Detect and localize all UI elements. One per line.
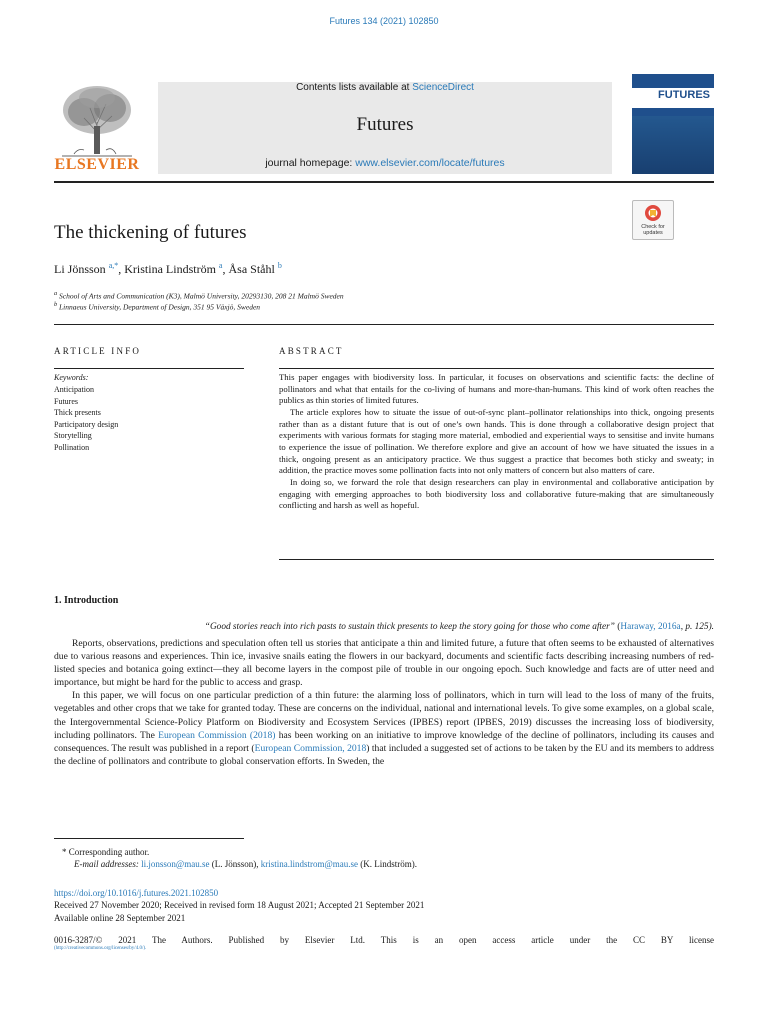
author-affiliation-mark[interactable]: a,* (108, 261, 119, 270)
homepage-line (158, 157, 612, 169)
homepage-link[interactable]: www.elsevier.com/locate/futures (355, 157, 505, 169)
keyword-item: Anticipation (54, 385, 94, 394)
abstract-paragraph: In doing so, we forward the role that design researchers can play in environmental and collaborative anticipation by engaging with emerging approaches to both biodiversity loss and collaborative future-making that are simultaneously conflicting and harsh as well as hopeful. (279, 476, 714, 511)
quote-cite-open: ( (614, 622, 621, 632)
intro-body (54, 637, 714, 768)
author-name[interactable]: Åsa Ståhl (228, 262, 275, 276)
homepage-prefix: journal homepage: (265, 157, 356, 169)
elsevier-wordmark: ELSEVIER (54, 156, 140, 173)
check-for-updates-button[interactable] (632, 200, 674, 240)
email-label: E-mail addresses: (74, 859, 142, 869)
title-divider (54, 324, 714, 325)
cover-title: FUTURES (658, 89, 710, 101)
citation-link-european-commission[interactable]: European Commission, 2018 (254, 742, 367, 754)
footnote-divider (54, 838, 244, 839)
email-link[interactable]: li.jonsson@mau.se (141, 859, 210, 869)
body-paragraph: Reports, observations, predictions and speculation often tell us stories that anticipate a thin and limited future, a future that often seems to be exhausted of alternatives due to various reasons and experiences. Thin ice, invasive snails eating the flowers in our backyard, documents and scientific facts describing increasing numbers of red-listed species and botanica going extinct—they all become layers in the compost pile of trouble in our ongoing epoch. Such knowledge and facts are of utter need and importance, but might be hard for the public to access and grasp. (54, 638, 714, 689)
contents-prefix: Contents lists available at (296, 82, 413, 93)
abstract-heading: ABSTRACT (279, 346, 344, 356)
email-addresses (74, 859, 417, 869)
quote-text: “Good stories reach into rich pasts to sustain thick presents to keep the story going for those who come after” (204, 622, 615, 632)
abstract-bottom-divider (279, 559, 714, 560)
sciencedirect-link[interactable]: ScienceDirect (412, 82, 474, 93)
body-paragraph (54, 689, 714, 768)
article-metadata (54, 887, 714, 924)
license-link[interactable]: (http://creativecommons.org/licenses/by/4.0/). (54, 946, 147, 951)
keyword-item: Participatory design (54, 419, 119, 429)
email-owner: (K. Lindström). (358, 859, 417, 869)
article-info-divider (54, 368, 244, 369)
header-divider (54, 181, 714, 183)
affiliation-text: School of Arts and Communication (K3), Malmö University, 20293130, 208 21 Malmö Sweden (59, 291, 344, 301)
check-updates-icon (644, 204, 662, 224)
email-owner: (L. Jönsson), (209, 859, 261, 869)
cover-artwork (632, 116, 714, 174)
journal-citation-link[interactable]: Futures 134 (2021) 102850 (329, 16, 439, 26)
email-link[interactable]: kristina.lindstrom@mau.se (260, 859, 358, 869)
affiliation-text: Linnaeus University, Department of Design, 351 95 Växjö, Sweden (59, 302, 261, 312)
keywords-label: Keywords: (54, 373, 89, 382)
journal-name: Futures (356, 114, 414, 135)
author-list: Li Jönsson $^{a,*}$, Kristina Lindström $^a$, Åsa Ståhl $^b$ (54, 261, 282, 276)
abstract-body (279, 372, 714, 512)
abstract-paragraph: This paper engages with biodiversity loss. In particular, it focuses on observations and scientific facts: the decline of pollinators and what that entails for the co-living of humans and more-than-humans. This kind of work often reaches the publics as thin stories of limited futures. (279, 372, 714, 406)
body-text: has been working on an initiative to improve knowledge of the decline of pollinators, including its causes and consequences. The result was published in a report ( (54, 729, 714, 754)
affiliation-mark: a (54, 290, 58, 297)
keyword-item: Futures (54, 396, 78, 406)
affiliation-a (54, 290, 344, 301)
doi-link[interactable]: https://doi.org/10.1016/j.futures.2021.102850 (54, 888, 219, 898)
abstract-paragraph: The article explores how to situate the issue of out-of-sync plant–pollinator relationships into thick, ongoing presents rather than as a distant future that is out of one’s own hands. This is done through a collaborative design project that experiments with various formats for staging more material, embodied and experiential ways to sensitise and invite humans to experience the issue of pollination. We therefore explore and give an account of how we have situated the issues in a thick, ongoing present as an anticipatory practice. We thus suggest a practice that becomes both sticky and sweaty; in addition, the practice moves some pollination facts into not only matters of concern but also matters of care. (279, 406, 714, 476)
body-text: ) that included a suggested set of actions to be taken by the EU and its members to address the decline of pollinators and contribute to global conservation efforts. In Sweden, the (54, 742, 715, 767)
epigraph-quote (54, 622, 714, 632)
keyword-item: Storytelling (54, 431, 92, 441)
affiliation-b (54, 301, 260, 312)
keyword-list (54, 384, 118, 454)
author-affiliation-mark[interactable]: b (277, 261, 282, 270)
online-date: Available online 28 September 2021 (54, 912, 186, 923)
section-heading-introduction: 1. Introduction (54, 595, 119, 606)
citation-link-european-commission[interactable]: European Commission (2018) (158, 729, 276, 741)
article-title: The thickening of futures (54, 222, 247, 243)
affiliation-mark: b (54, 301, 58, 308)
journal-cover-image[interactable] (632, 74, 714, 174)
abstract-divider (279, 368, 714, 369)
body-text: In this paper, we will focus on one particular prediction of a thin future: the alarming loss of pollinators, which in turn will lead to the loss of many of the fruits, vegetables and other crops that we take for granted today. These are concerns on the individual, national and international levels. To give some examples, on a global scale, the Intergovernmental Science-Policy Platform on Biodiversity and Ecosystem Services (IPBES) report (IPBES, 2019) discusses the increasing loss of biodiversity, including pollinators. The (54, 690, 714, 741)
author-name[interactable]: Kristina Lindström (124, 262, 216, 276)
citation-link-haraway[interactable]: Haraway, 2016a (620, 622, 681, 632)
received-dates: Received 27 November 2020; Received in revised form 18 August 2021; Accepted 21 September 2021 (54, 900, 425, 911)
quote-cite-page: , p. 125). (680, 622, 714, 632)
corresponding-author-note: * Corresponding author. (62, 847, 150, 857)
contents-line (158, 82, 612, 93)
article-info-heading: ARTICLE INFO (54, 346, 142, 356)
keyword-item: Thick presents (54, 408, 101, 418)
author-name[interactable]: Li Jönsson (54, 262, 106, 276)
author-affiliation-mark[interactable]: a (218, 261, 223, 270)
keyword-item: Pollination (54, 442, 90, 452)
license-statement: 0016-3287/© 2021 The Authors. Published by Elsevier Ltd. This is an open access article under the CC BY license (54, 935, 714, 945)
check-updates-label: Check for updates (641, 224, 665, 236)
